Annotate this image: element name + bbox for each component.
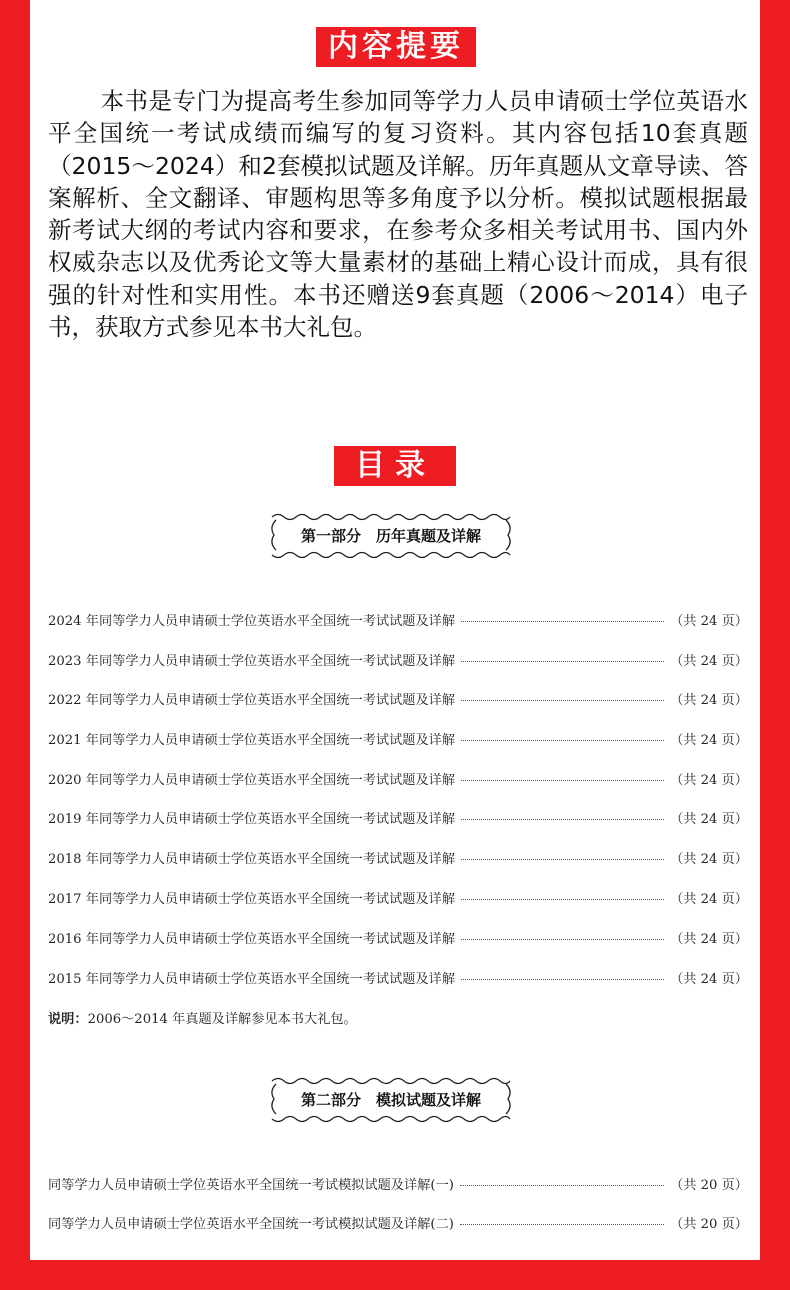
- toc-entry[interactable]: [48, 927, 748, 947]
- toc-entry[interactable]: [48, 768, 748, 788]
- leader-dots: [461, 740, 664, 741]
- toc-entry-title: 2024 年同等学力人员申请硕士学位英语水平全国统一考试试题及详解: [48, 613, 456, 629]
- leader-dots: [461, 979, 664, 980]
- toc-entry-title: 2018 年同等学力人员申请硕士学位英语水平全国统一考试试题及详解: [48, 851, 456, 867]
- leader-dots: [460, 1224, 664, 1225]
- toc-entry[interactable]: [48, 1173, 748, 1193]
- red-frame-bottom: [0, 1260, 790, 1290]
- part1-banner: [268, 510, 514, 562]
- toc-entry-pages: （共 20 页）: [670, 1216, 748, 1232]
- toc-entry[interactable]: [48, 649, 748, 669]
- toc-entry-title: 同等学力人员申请硕士学位英语水平全国统一考试模拟试题及详解(二): [48, 1216, 454, 1232]
- toc-entry[interactable]: [48, 847, 748, 867]
- toc-entry-pages: （共 24 页）: [670, 653, 748, 669]
- leader-dots: [460, 1185, 664, 1186]
- toc-note: [48, 1008, 357, 1027]
- toc-entry[interactable]: [48, 728, 748, 748]
- toc-entry-pages: （共 24 页）: [670, 613, 748, 629]
- toc-title: 目录: [334, 446, 456, 486]
- toc-entry[interactable]: [48, 887, 748, 907]
- toc-entry-pages: （共 20 页）: [670, 1177, 748, 1193]
- toc-entry-title: 2022 年同等学力人员申请硕士学位英语水平全国统一考试试题及详解: [48, 692, 456, 708]
- leader-dots: [461, 859, 664, 860]
- summary-text: 本书是专门为提高考生参加同等学力人员申请硕士学位英语水平全国统一考试成绩而编写的复习资料。其内容包括10套真题（2015～2024）和2套模拟试题及详解。历年真题从文章导读、答案解析、全文翻译、审题构思等多角度予以分析。模拟试题根据最新考试大纲的考试内容和要求，在参考众多相关考试用书、国内外权威杂志以及优秀论文等大量素材的基础上精心设计而成，具有很强的针对性和实用性。本书还赠送9套真题（2006～2014）电子书，获取方式参见本书大礼包。: [48, 87, 748, 342]
- toc-entry-title: 2015 年同等学力人员申请硕士学位英语水平全国统一考试试题及详解: [48, 971, 456, 987]
- toc-entry-title: 2019 年同等学力人员申请硕士学位英语水平全国统一考试试题及详解: [48, 811, 456, 827]
- summary-title: 内容提要: [316, 27, 476, 67]
- leader-dots: [461, 661, 664, 662]
- part2-banner: [268, 1074, 514, 1126]
- leader-dots: [461, 780, 664, 781]
- part2-heading: 第二部分 模拟试题及详解: [300, 1091, 481, 1109]
- leader-dots: [461, 700, 664, 701]
- red-frame-left: [0, 0, 30, 1290]
- toc-entry-title: 2016 年同等学力人员申请硕士学位英语水平全国统一考试试题及详解: [48, 931, 456, 947]
- summary-paragraph: [48, 85, 748, 343]
- toc-entry[interactable]: [48, 1212, 748, 1232]
- toc-entry-pages: （共 24 页）: [670, 692, 748, 708]
- red-frame-right: [760, 0, 790, 1290]
- toc-entry[interactable]: [48, 688, 748, 708]
- note-label: 说明：: [48, 1012, 88, 1027]
- note-text: 2006～2014 年真题及详解参见本书大礼包。: [87, 1012, 357, 1027]
- toc-entry-pages: （共 24 页）: [670, 931, 748, 947]
- toc-entry[interactable]: [48, 807, 748, 827]
- toc-entry-pages: （共 24 页）: [670, 971, 748, 987]
- leader-dots: [461, 899, 664, 900]
- leader-dots: [461, 819, 664, 820]
- toc-entry[interactable]: [48, 967, 748, 987]
- toc-entry-pages: （共 24 页）: [670, 891, 748, 907]
- toc-entry-pages: （共 24 页）: [670, 851, 748, 867]
- toc-entry-title: 同等学力人员申请硕士学位英语水平全国统一考试模拟试题及详解(一): [48, 1177, 454, 1193]
- toc-entry-title: 2023 年同等学力人员申请硕士学位英语水平全国统一考试试题及详解: [48, 653, 456, 669]
- toc-entry-pages: （共 24 页）: [670, 772, 748, 788]
- toc-entry-title: 2020 年同等学力人员申请硕士学位英语水平全国统一考试试题及详解: [48, 772, 456, 788]
- leader-dots: [461, 621, 664, 622]
- toc-entry[interactable]: [48, 609, 748, 629]
- toc-entry-pages: （共 24 页）: [670, 811, 748, 827]
- part1-heading: 第一部分 历年真题及详解: [300, 527, 481, 545]
- toc-entry-title: 2017 年同等学力人员申请硕士学位英语水平全国统一考试试题及详解: [48, 891, 456, 907]
- toc-entry-pages: （共 24 页）: [670, 732, 748, 748]
- leader-dots: [461, 939, 664, 940]
- toc-entry-title: 2021 年同等学力人员申请硕士学位英语水平全国统一考试试题及详解: [48, 732, 456, 748]
